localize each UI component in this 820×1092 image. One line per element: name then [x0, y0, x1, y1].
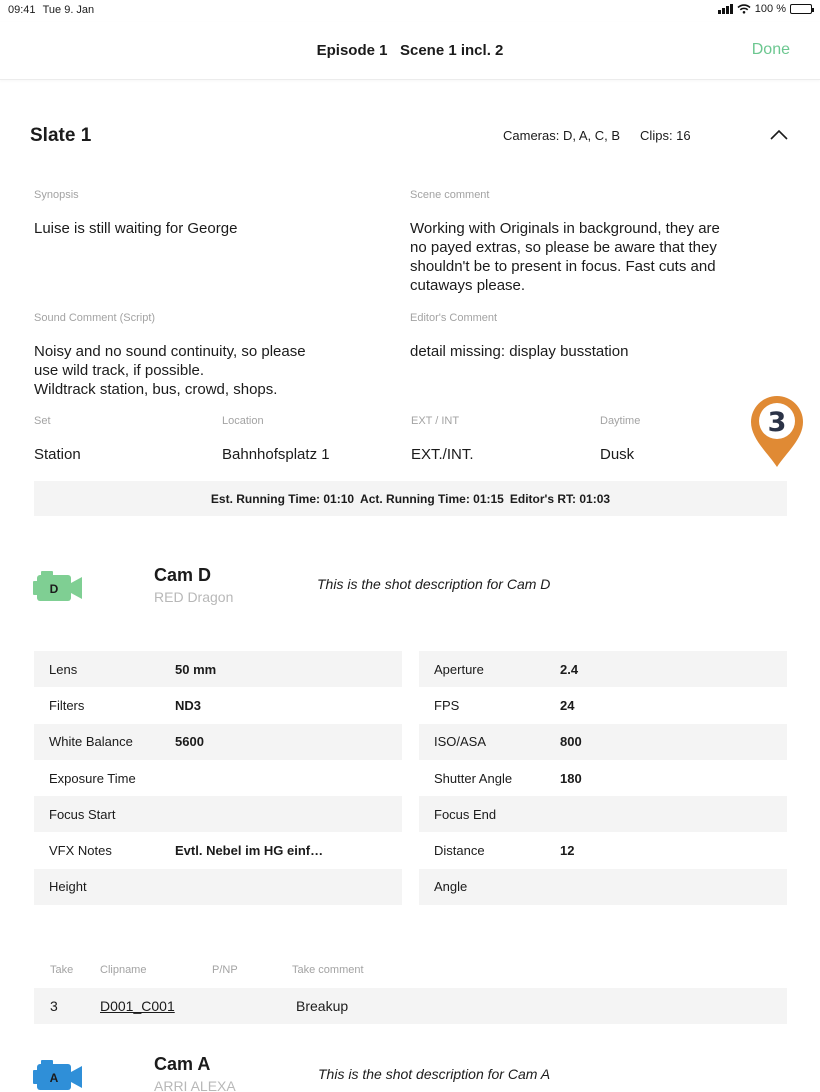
spec-label: Aperture	[434, 661, 484, 677]
spec-value: Evtl. Nebel im HG einf…	[175, 843, 324, 859]
slate-title: Slate 1	[30, 125, 92, 146]
spec-label: FPS	[434, 697, 460, 713]
spec-row-filters[interactable]	[34, 687, 402, 723]
spec-value: 180	[560, 770, 582, 786]
spec-label: White Balance	[49, 734, 133, 750]
camera-side	[33, 1070, 39, 1084]
cam-a-model: ARRI ALEXA	[154, 1078, 236, 1092]
spec-value: 24	[560, 697, 575, 713]
spec-label: Lens	[49, 661, 78, 677]
cam-d-model: RED Dragon	[154, 589, 234, 605]
spec-row-height[interactable]	[34, 869, 402, 905]
status-time: 09:41	[8, 4, 36, 16]
spec-label: VFX Notes	[49, 843, 112, 859]
spec-row-lens[interactable]	[34, 651, 402, 687]
camera-top-mount	[41, 571, 53, 577]
spec-label: Distance	[434, 843, 485, 859]
ext-int-label: EXT / INT	[411, 415, 460, 427]
set-label: Set	[34, 415, 51, 427]
sound-comment-line: Wildtrack station, bus, crowd, shops.	[34, 381, 278, 398]
sound-comment-line: use wild track, if possible.	[34, 362, 205, 379]
spec-row-fps[interactable]	[419, 687, 787, 723]
cam-d-specs-left	[34, 651, 402, 905]
takes-header-clipname: Clipname	[100, 964, 147, 976]
camera-badge-d: D	[49, 582, 59, 596]
camera-badge-a: A	[49, 1071, 59, 1085]
spec-row-exposure-time[interactable]	[34, 760, 402, 796]
page-title: Episode 1 Scene 1 incl. 2	[316, 42, 504, 59]
camera-icon	[33, 571, 83, 603]
cellular-signal-icon	[718, 4, 733, 14]
take-comment: Breakup	[296, 998, 349, 1014]
slate-meta	[503, 128, 691, 143]
pin-number: 3	[767, 407, 787, 438]
sound-comment-value	[34, 342, 374, 399]
synopsis-label: Synopsis	[34, 189, 79, 201]
clipname-link[interactable]: D001_C001	[100, 998, 175, 1014]
slate-clips: Clips: 16	[640, 128, 691, 143]
location-pin-icon	[748, 393, 806, 469]
spec-row-iso[interactable]	[419, 724, 787, 760]
spec-value: 5600	[175, 734, 204, 750]
cam-d-name: Cam D	[154, 565, 212, 585]
done-button[interactable]: Done	[751, 41, 790, 58]
navigation-bar	[0, 22, 820, 80]
spec-label: Angle	[434, 879, 468, 895]
spec-value: 2.4	[560, 661, 579, 677]
spec-row-distance[interactable]	[419, 832, 787, 868]
takes-header-comment: Take comment	[292, 964, 364, 976]
spec-label: Focus Start	[49, 806, 116, 822]
cam-a-description: This is the shot description for Cam A	[318, 1066, 551, 1082]
cam-d-specs-right	[419, 651, 787, 905]
location-label: Location	[222, 415, 264, 427]
scene-comment-line: cutaways please.	[410, 277, 526, 294]
camera-lens	[71, 577, 82, 599]
editor-running-time: Editor's RT: 01:03	[509, 491, 611, 506]
editor-comment-label: Editor's Comment	[410, 312, 498, 324]
daytime-label: Daytime	[600, 415, 641, 427]
daytime-value: Dusk	[600, 446, 635, 463]
takes-header-pnp: P/NP	[212, 964, 238, 976]
scene-comment-line: no payed extras, so please be aware that they	[410, 239, 717, 256]
wifi-icon	[737, 4, 751, 14]
scene-comment-value	[410, 219, 770, 295]
status-date: Tue 9. Jan	[42, 4, 95, 16]
takes-header-take: Take	[50, 964, 74, 976]
spec-value: 800	[560, 734, 582, 750]
spec-row-shutter-angle[interactable]	[419, 760, 787, 796]
spec-label: Filters	[49, 697, 85, 713]
spec-row-focus-start[interactable]	[34, 796, 402, 832]
cam-d-description: This is the shot description for Cam D	[317, 576, 551, 592]
spec-label: Focus End	[434, 806, 497, 822]
camera-lens	[71, 1066, 82, 1088]
spec-label: Shutter Angle	[434, 770, 513, 786]
camera-top-mount	[41, 1060, 53, 1066]
scene-comment-label: Scene comment	[410, 189, 490, 201]
camera-icon	[33, 1060, 83, 1092]
battery-icon	[790, 4, 812, 14]
sound-comment-label: Sound Comment (Script)	[34, 312, 156, 324]
slate-cameras: Cameras: D, A, C, B	[503, 128, 621, 143]
status-bar	[0, 0, 820, 22]
spec-label: Height	[49, 879, 87, 895]
running-time-bar	[34, 481, 787, 516]
set-value: Station	[34, 446, 81, 463]
spec-label: ISO/ASA	[434, 734, 487, 750]
synopsis-value: Luise is still waiting for George	[34, 220, 238, 237]
spec-row-white-balance[interactable]	[34, 724, 402, 760]
spec-row-aperture[interactable]	[419, 651, 787, 687]
status-time-date	[8, 4, 94, 16]
take-number: 3	[50, 998, 58, 1014]
ext-int-value: EXT./INT.	[411, 446, 474, 463]
spec-value: 50 mm	[175, 661, 217, 677]
location-value: Bahnhofsplatz 1	[222, 446, 330, 463]
spec-row-focus-end[interactable]	[419, 796, 787, 832]
spec-value: ND3	[175, 697, 202, 713]
scene-comment-line: Working with Originals in background, they are	[410, 220, 720, 237]
take-row[interactable]	[34, 988, 787, 1024]
status-indicators	[718, 3, 812, 15]
act-running-time: Act. Running Time: 01:15	[360, 491, 504, 506]
spec-label: Exposure Time	[49, 770, 136, 786]
spec-row-angle[interactable]	[419, 869, 787, 905]
chevron-up-icon[interactable]	[768, 128, 790, 142]
battery-percent: 100 %	[754, 3, 786, 15]
spec-value: 12	[560, 843, 575, 859]
camera-side	[33, 581, 39, 595]
sound-comment-line: Noisy and no sound continuity, so please	[34, 343, 306, 360]
est-running-time: Est. Running Time: 01:10	[210, 491, 355, 506]
editor-comment-value: detail missing: display busstation	[410, 343, 629, 360]
cam-a-name: Cam A	[154, 1054, 211, 1074]
scene-comment-line: shouldn't be to present in focus. Fast cuts and	[410, 258, 716, 275]
spec-row-vfx-notes[interactable]	[34, 832, 402, 868]
